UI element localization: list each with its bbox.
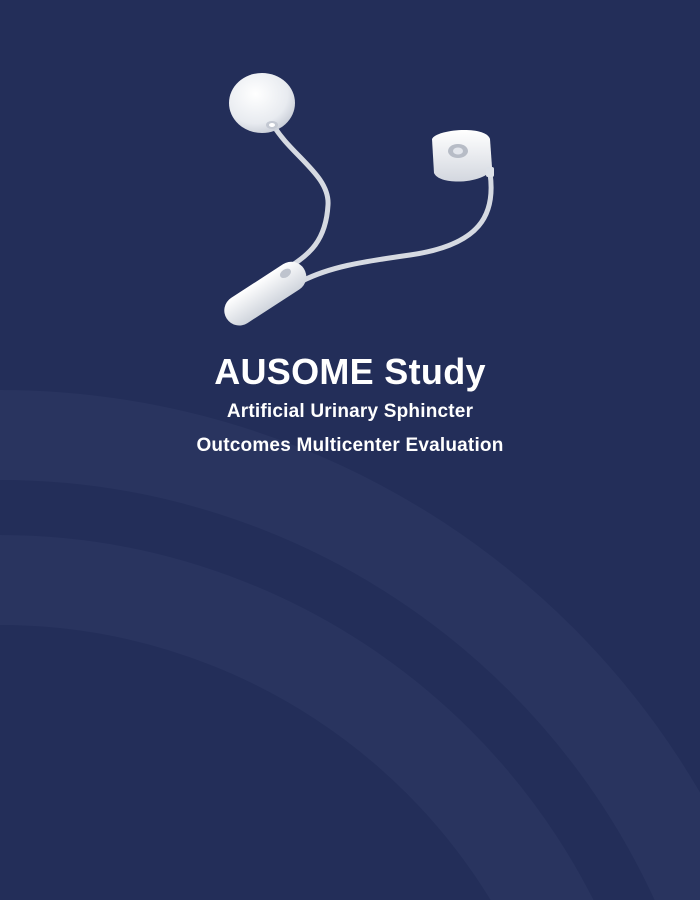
subtitle-line-2: Outcomes Multicenter Evaluation <box>196 435 504 456</box>
page-title: AUSOME Study <box>214 351 486 392</box>
urethral-cuff <box>432 130 494 182</box>
control-pump <box>219 256 312 331</box>
device-tube-right <box>302 173 491 281</box>
artificial-urinary-sphincter-device-icon <box>190 55 530 345</box>
device-tube-left <box>272 123 328 269</box>
subtitle-line-1: Artificial Urinary Sphincter <box>226 401 474 422</box>
reservoir-balloon <box>229 73 295 133</box>
